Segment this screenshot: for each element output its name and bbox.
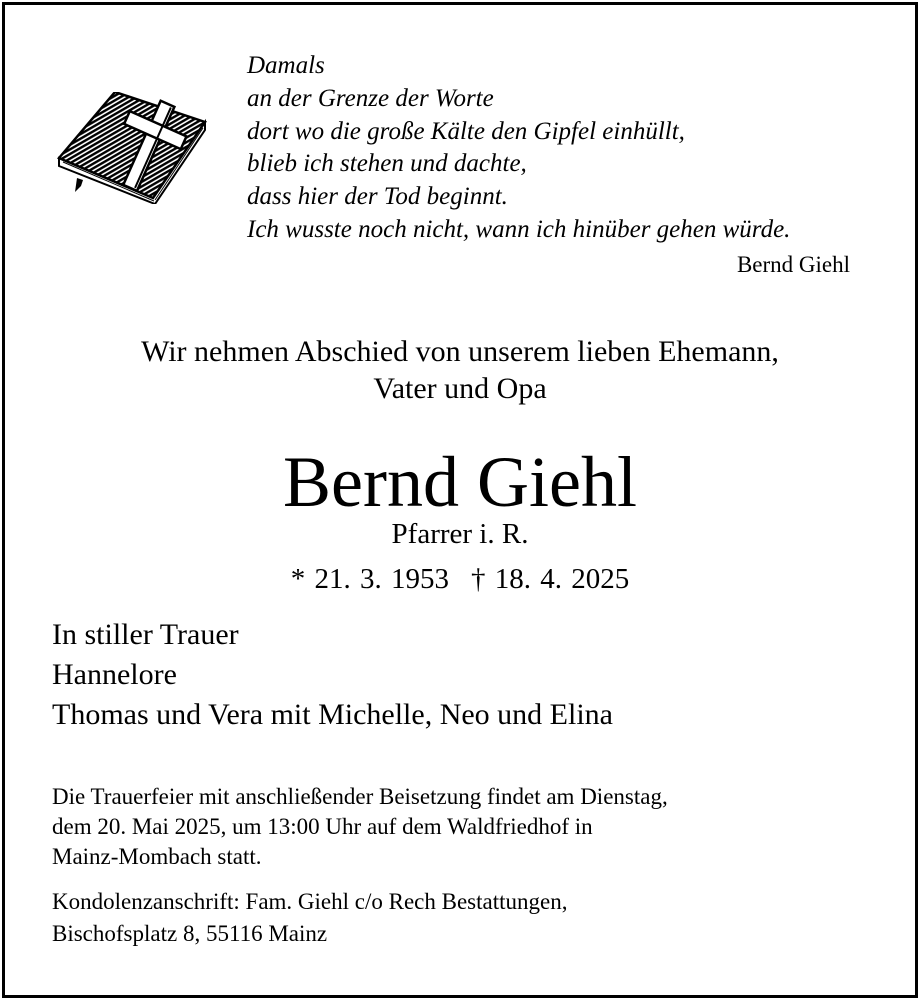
condolence-address xyxy=(52,886,567,950)
poem-line: Damals xyxy=(247,52,325,79)
poem xyxy=(247,50,790,247)
mourners-heading: In stiller Trauer xyxy=(52,618,239,651)
poem-line: dass hier der Tod beginnt. xyxy=(247,183,508,211)
poem-line: an der Grenze der Worte xyxy=(247,84,494,112)
poem-line: dort wo die große Kälte den Gipfel einhüllt, xyxy=(247,117,685,145)
mourner-name: Hannelore xyxy=(52,658,177,691)
condolence-line: Bischofsplatz 8, 55116 Mainz xyxy=(52,921,328,946)
mourner-name: Thomas und Vera mit Michelle, Neo und Elina xyxy=(52,698,613,731)
mourners xyxy=(52,615,613,735)
deceased-name: Bernd Giehl xyxy=(283,442,637,522)
deceased-title: Pfarrer i. R. xyxy=(391,518,529,550)
announcement-line: Wir nehmen Abschied von unserem lieben Ehemann, xyxy=(141,335,779,368)
death-date: † 18. 4. 2025 xyxy=(471,563,630,595)
bible-with-cross-icon xyxy=(55,92,215,204)
announcement xyxy=(0,333,920,407)
birth-date: * 21. 3. 1953 xyxy=(290,563,449,595)
condolence-line: Kondolenzanschrift: Fam. Giehl c/o Rech Bestattungen, xyxy=(52,889,568,914)
poem-author: Bernd Giehl xyxy=(736,252,850,277)
announcement-line: Vater und Opa xyxy=(373,372,547,405)
poem-line: blieb ich stehen und dachte, xyxy=(247,150,527,178)
service-line: Mainz-Mombach statt. xyxy=(52,844,262,869)
poem-line: Ich wusste noch nicht, wann ich hinüber gehen würde. xyxy=(247,215,791,243)
service-line: Die Trauerfeier mit anschließender Beisetzung findet am Dienstag, xyxy=(52,784,668,809)
funeral-service-info xyxy=(52,782,668,872)
life-dates xyxy=(0,563,920,596)
service-line: dem 20. Mai 2025, um 13:00 Uhr auf dem Waldfriedhof in xyxy=(52,814,593,839)
